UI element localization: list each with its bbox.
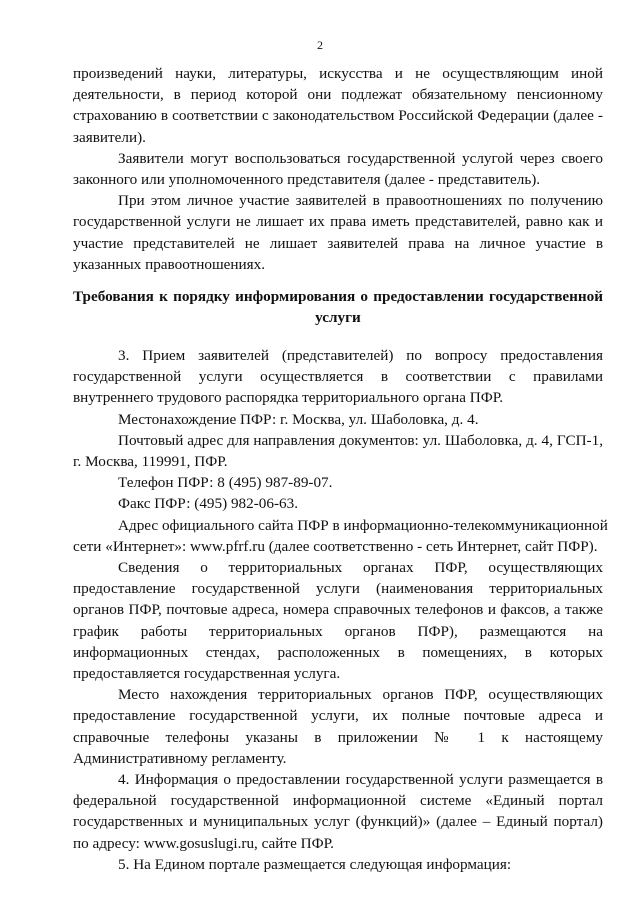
heading-line: Требования к порядку информирования о предоставлении государственной [73, 288, 603, 305]
text-line: по адресу: www.gosuslugi.ru, сайте ПФР. [73, 834, 334, 852]
text-line: государственных и муниципальных услуг (функций)» (далее – Единый портал) [73, 813, 603, 831]
text-line: 5. На Едином портале размещается следующая информация: [118, 855, 512, 873]
text-line: страхованию в соответствии с законодательством Российской Федерации (далее - [73, 107, 603, 125]
text-line: федеральной государственной информационной системе «Единый портал [73, 792, 603, 810]
paragraph-block-applicants [73, 63, 603, 275]
text-line: государственной услуги осуществляется в соответствии с правилами [73, 368, 603, 386]
text-line: произведений науки, литературы, искусства и не осуществляющим иной [73, 65, 603, 82]
text-line: При этом личное участие заявителей в правоотношениях по получению [118, 192, 603, 210]
text-line: Место нахождения территориальных органов ПФР, осуществляющих [118, 686, 603, 704]
heading-line: услуги [315, 309, 361, 327]
text-line: график работы территориальных органов ПФР), размещаются на [73, 622, 603, 640]
text-line: 4. Информация о предоставлении государственной услуги размещается в [118, 771, 603, 789]
text-line: Заявители могут воспользоваться государственной услугой через своего [118, 149, 603, 167]
text-line: государственной услуги не лишает их права иметь представителей, равно как и [73, 213, 603, 231]
text-line: информационных стендах, расположенных в помещениях, в которых [73, 643, 603, 661]
text-line: предоставление государственной услуги (наименования территориальных [73, 580, 603, 598]
text-line: органов ПФР, почтовые адреса, номера справочных телефонов и факсов, а также [73, 601, 603, 619]
paragraph-block-requirements [73, 345, 608, 875]
text-line: Почтовый адрес для направления документов: ул. Шаболовка, д. 4, ГСП-1, [118, 431, 603, 449]
section-heading [73, 286, 603, 328]
text-line: Сведения о территориальных органах ПФР, осуществляющих [118, 559, 603, 577]
text-line: Факс ПФР: (495) 982-06-63. [118, 495, 299, 513]
text-line: сети «Интернет»: www.pfrf.ru (далее соответственно - сеть Интернет, сайт ПФР). [73, 537, 598, 555]
text-line: внутреннего трудового распорядка территориального органа ПФР. [73, 389, 504, 407]
text-line: предоставляется государственная услуга. [73, 665, 341, 683]
text-line: заявители). [73, 128, 146, 146]
text-line: 3. Прием заявителей (представителей) по вопросу предоставления [118, 347, 603, 364]
text-line: справочные телефоны указаны в приложении № 1 к настоящему [73, 728, 603, 746]
text-line: указанных правоотношениях. [73, 255, 266, 273]
text-line: законного или уполномоченного представителя (далее - представитель). [73, 171, 541, 189]
page-number: 2 [317, 38, 323, 52]
text-line: Местонахождение ПФР: г. Москва, ул. Шаболовка, д. 4. [118, 410, 479, 428]
text-line: Телефон ПФР: 8 (495) 987-89-07. [118, 474, 333, 492]
text-line: Адрес официального сайта ПФР в информационно-телекоммуникационной [118, 516, 608, 534]
text-line: предоставление государственной услуги, их полные почтовые адреса и [73, 707, 603, 725]
text-line: г. Москва, 119991, ПФР. [73, 453, 228, 471]
text-line: участие представителей не лишает заявителей права на личное участие в [73, 234, 603, 252]
text-line: Административному регламенту. [73, 749, 287, 767]
text-line: деятельности, в период которой они подлежат обязательному пенсионному [73, 86, 603, 104]
